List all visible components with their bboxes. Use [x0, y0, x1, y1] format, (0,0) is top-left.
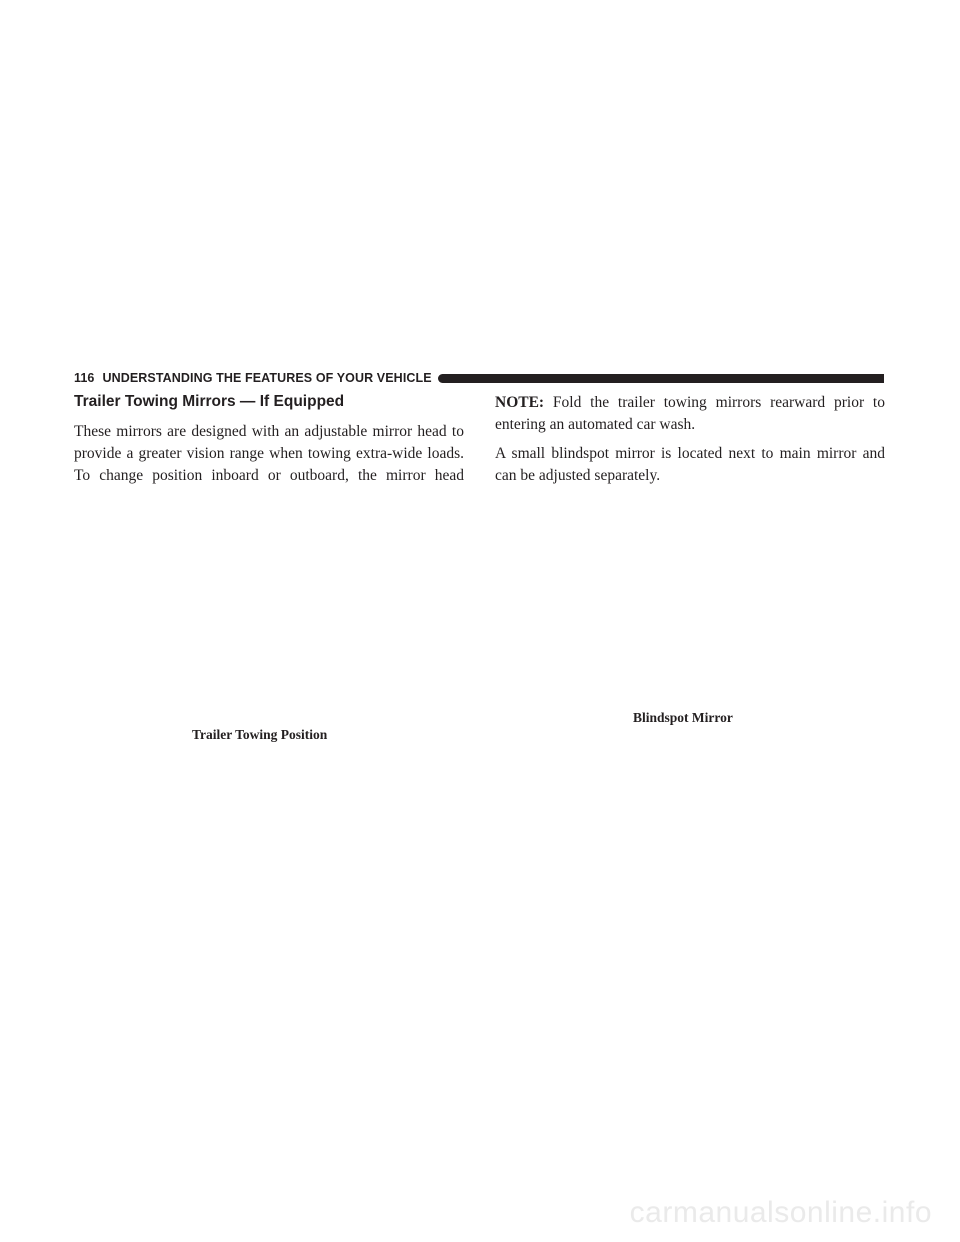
watermark: carmanualsonline.info [629, 1196, 932, 1229]
note-paragraph [495, 392, 885, 436]
blindspot-mirror-caption: Blindspot Mirror [633, 710, 733, 725]
mirrors-description-paragraph: These mirrors are designed with an adjustable mirror head to provide a greater vision range when towing extra-wide loads. To change position inboard or outboard, the mirror head [74, 423, 464, 484]
trailer-towing-caption: Trailer Towing Position [192, 727, 328, 742]
page-header [74, 371, 884, 385]
chapter-title: UNDERSTANDING THE FEATURES OF YOUR VEHICLE [102, 371, 432, 385]
trailer-towing-figure [74, 490, 464, 720]
header-rule [438, 374, 884, 383]
note-text: Fold the trailer towing mirrors rearward prior to entering an automated car wash. [495, 394, 885, 433]
blindspot-mirror-figure [495, 490, 885, 700]
note-label: NOTE: [495, 394, 545, 411]
blindspot-paragraph: A small blindspot mirror is located next to main mirror and can be adjusted separately. [495, 445, 885, 484]
right-column [495, 392, 885, 494]
section-heading: Trailer Towing Mirrors — If Equipped [74, 393, 345, 410]
page-number: 116 [74, 371, 95, 385]
